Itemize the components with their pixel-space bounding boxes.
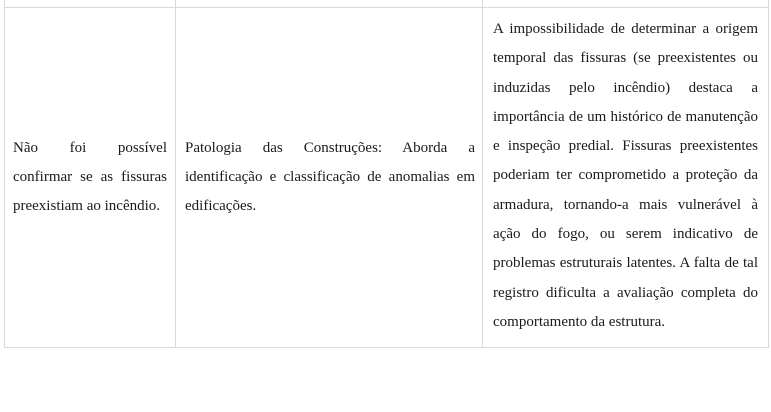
table-row-previous xyxy=(5,0,769,8)
content-table xyxy=(4,0,769,348)
finding-cell xyxy=(5,8,176,348)
discipline-text: Patologia das Construções: Aborda a identificação e classificação de anomalias em edificações. xyxy=(185,139,475,215)
table-row xyxy=(5,8,769,348)
finding-text: Não foi possível confirmar se as fissuras preexistiam ao incêndio. xyxy=(13,139,167,215)
table-cell-previous-2 xyxy=(176,0,483,8)
analysis-text: A impossibilidade de determinar a origem temporal das fissuras (se preexistentes ou induzidas pelo incêndio) destaca a importância de um histórico de manutenção e inspeção predial. Fissuras preexistentes poderiam ter comprometido a proteção da armadura, tornando-a mais vulnerável à ação do fogo, ou serem indicativo de problemas estruturais latentes. A falta de tal registro dificulta a avaliação completa do comportamento da estrutura. xyxy=(493,21,758,330)
discipline-cell xyxy=(176,8,483,348)
table-cell-previous-3 xyxy=(483,0,769,8)
analysis-cell xyxy=(483,8,769,348)
table-cell-previous-1 xyxy=(5,0,176,8)
